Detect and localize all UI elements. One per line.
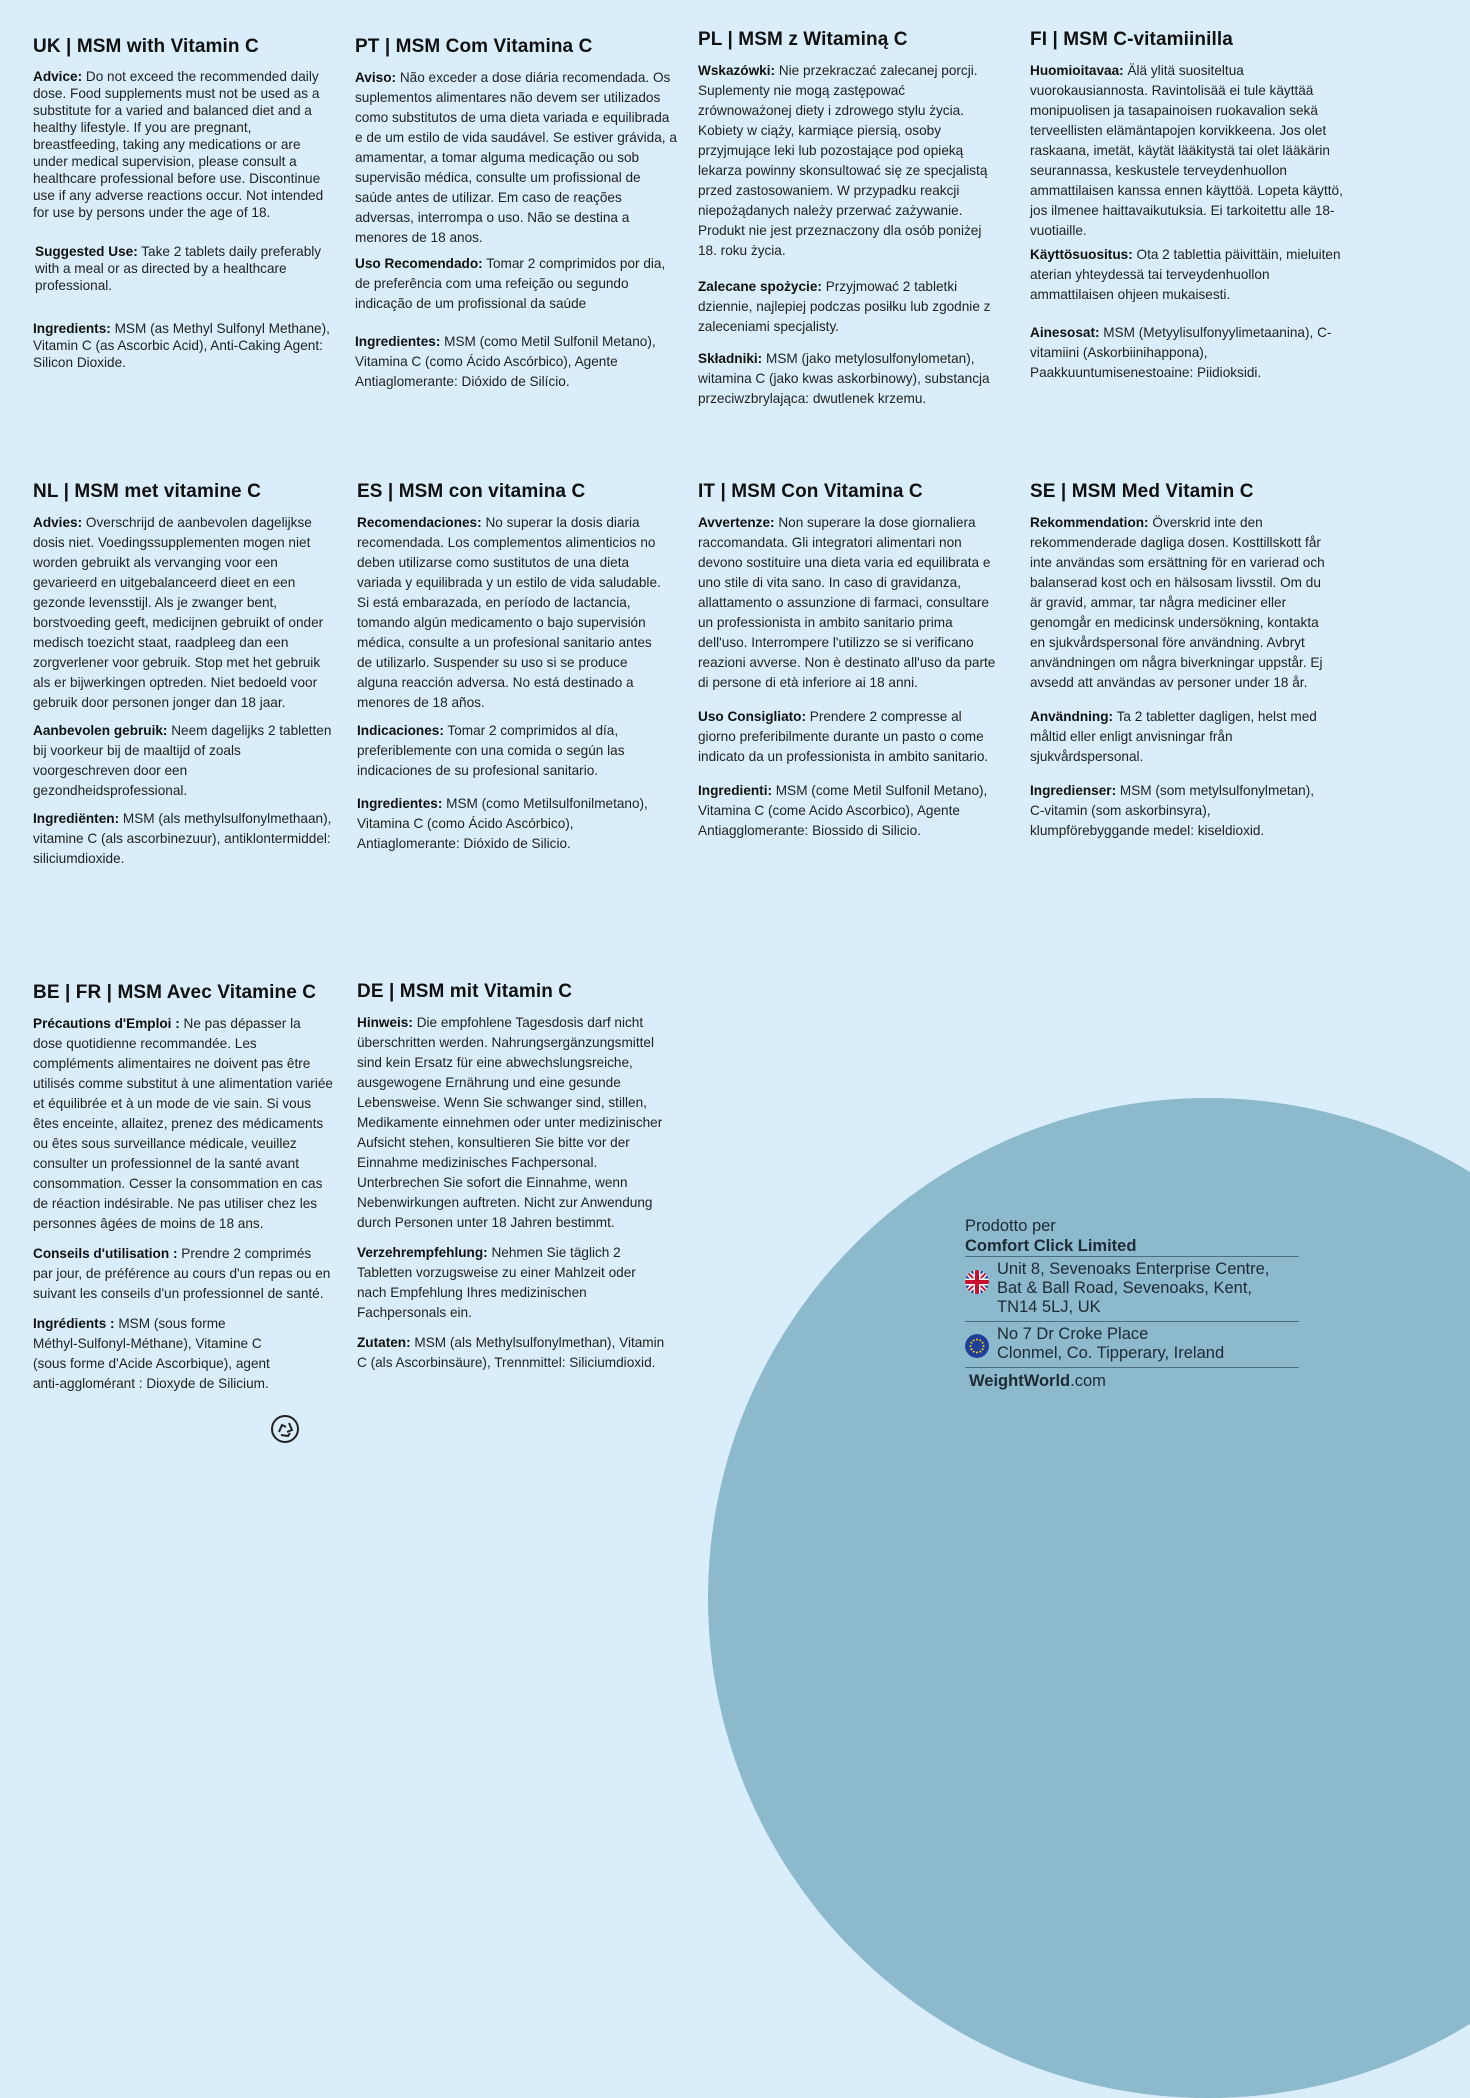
section-pl: [698, 29, 998, 423]
use-paragraph: Användning: Ta 2 tabletter dagligen, helst med måltid eller enligt anvisningar från sjukvårdspersonal.: [1030, 709, 1317, 764]
ingredients-paragraph: Ingrédients : MSM (sous forme Méthyl-Sulfonyl-Méthane), Vitamine C (sous forme d'Acide Ascorbique), agent anti-agglomérant : Dioxyde de Silicium.: [33, 1316, 270, 1391]
advice-paragraph: Advice: Do not exceed the recommended daily dose. Food supplements must not be used as a substitute for a varied and balanced diet and a healthy lifestyle. If you are pregnant, breastfeeding, taking any medications or are under medical supervision, please consult a healthcare professional before use. Discontinue use if any adverse reactions occur. Not intended for use by persons under the age of 18.: [33, 69, 324, 220]
section-fi: [1030, 29, 1355, 397]
uk-address: [965, 1257, 1299, 1321]
ingredients-paragraph: Ingredientes: MSM (como Metilsulfonilmetano), Vitamina C (como Ácido Ascórbico), Antiaglomerante: Dióxido de Silicio.: [357, 796, 648, 851]
use-paragraph: Zalecane spożycie: Przyjmować 2 tabletki dziennie, najlepiej podczas posiłku lub zgodnie z zaleceniami specjalisty.: [698, 279, 991, 334]
use-paragraph: Conseils d'utilisation : Prendre 2 comprimés par jour, de préférence au cours d'un repas ou en suivant les conseils d'un professionnel de santé.: [33, 1246, 331, 1301]
section-title: UK | MSM with Vitamin C: [33, 36, 259, 57]
advice-paragraph: Wskazówki: Nie przekraczać zalecanej porcji. Suplementy nie mogą zastępować zrównoważonej diety i zdrowego stylu życia. Kobiety w ciąży, karmiące piersią, osoby przyjmujące leki lub pozostające pod opieką lekarza powinny skonsultować się ze specjalistą przed zastosowaniem. W przypadku reakcji niepożądanych należy przerwać zażywanie. Produkt nie jest przeznaczony dla osób poniżej 18. roku życia.: [698, 63, 988, 258]
use-paragraph: Verzehrempfehlung: Nehmen Sie täglich 2 Tabletten vorzugsweise zu einer Mahlzeit oder nach Empfehlung Ihres medizinischen Fachpersonals ein.: [357, 1245, 636, 1320]
ingredients-paragraph: Ingredientes: MSM (como Metil Sulfonil Metano), Vitamina C (como Ácido Ascórbico), Agente Antiaglomerante: Dióxido de Silício.: [355, 334, 656, 389]
section-fr: [33, 982, 333, 1408]
manufacturer-info: [965, 1217, 1299, 1391]
section-uk: [33, 36, 338, 385]
use-paragraph: Käyttösuositus: Ota 2 tablettia päivittäin, mieluiten aterian yhteydessä tai terveydenhuollon ammattilaisen ohjeen mukaisesti.: [1030, 247, 1341, 302]
use-paragraph: Indicaciones: Tomar 2 comprimidos al día, preferiblemente con una comida o según las indicaciones de su profesional sanitario.: [357, 723, 625, 778]
website[interactable]: WeightWorld.com: [969, 1372, 1106, 1390]
eu-flag-icon: [965, 1334, 989, 1358]
section-title: PT | MSM Com Vitamina C: [355, 36, 593, 57]
section-title: SE | MSM Med Vitamin C: [1030, 481, 1254, 502]
section-es: [357, 481, 667, 868]
address-line: No 7 Dr Croke Place: [997, 1325, 1149, 1343]
section-title: BE | FR | MSM Avec Vitamine C: [33, 982, 317, 1003]
ingredients-paragraph: Składniki: MSM (jako metylosulfonylometan), witamina C (jako kwas askorbinowy), substancja przeciwzbrylająca: dwutlenek krzemu.: [698, 351, 990, 406]
ingredients-paragraph: Ingredients: MSM (as Methyl Sulfonyl Methane), Vitamin C (as Ascorbic Acid), Anti-Caking Agent: Silicon Dioxide.: [33, 321, 330, 370]
use-paragraph: Uso Consigliato: Prendere 2 compresse al giorno preferibilmente durante un pasto o come indicato da un professionista in ambito sanitario.: [698, 709, 989, 764]
use-paragraph: Suggested Use: Take 2 tablets daily preferably with a meal or as directed by a healthcare professional.: [35, 244, 322, 293]
section-title: ES | MSM con vitamina C: [357, 481, 586, 502]
use-paragraph: Uso Recomendado: Tomar 2 comprimidos por dia, de preferência com uma refeição ou segundo indicação de um profissional da saúde: [355, 256, 666, 311]
section-pt: [355, 36, 680, 406]
advice-paragraph: Aviso: Não exceder a dose diária recomendada. Os suplementos alimentares não devem ser utilizados como substitutos de uma dieta variada e equilibrada e de um estilo de vida saudável. Se estiver grávida, a amamentar, a tomar alguma medicação ou sob supervisão médica, consulte um profissional de saúde antes de utilizar. Em caso de reações adversas, interrompa o uso. Não se destina a menores de 18 anos.: [355, 70, 677, 245]
section-title: NL | MSM met vitamine C: [33, 481, 261, 502]
advice-paragraph: Huomioitavaa: Älä ylitä suositeltua vuorokausiannosta. Ravintolisää ei tule käyttää monipuolisen ja tasapainoisen ruokavalion sekä terveellisten elämäntapojen korvikkeena. Jos olet raskaana, imetät, käytät lääkitystä tai olet lääkärin seurannassa, keskustele terveydenhuollon ammattilaisen kanssa ennen käyttöä. Lopeta käyttö, jos ilmenee haittavaikutuksia. Ei tarkoitettu alle 18-vuotiaille.: [1030, 63, 1343, 238]
recycling-symbol-icon: [270, 1414, 300, 1444]
section-nl: [33, 481, 333, 883]
address-line: Unit 8, Sevenoaks Enterprise Centre,: [997, 1260, 1270, 1278]
advice-paragraph: Rekommendation: Överskrid inte den rekommenderade dagliga dosen. Kosttillskott får inte användas som ersättning för en varierad och balanserad kost och en hälsosam livsstil. Om du är gravid, ammar, tar några mediciner eller genomgår en medicinsk undersökning, kontakta en sjukvårdspersonal före användning. Avbryt användningen om några biverkningar uppstår. Ej avsedd att användas av personer under 18 år.: [1030, 515, 1325, 690]
advice-paragraph: Précautions d'Emploi : Ne pas dépasser la dose quotidienne recommandée. Les compléments alimentaires ne doivent pas être utilisés comme substitut à une alimentation variée et équilibrée et à un mode de vie sain. Si vous êtes enceinte, allaitez, prenez des médicaments ou êtes sous surveillance médicale, veuillez consulter un professionnel de la santé avant consommation. Cesser la consommation en cas de réaction indésirable. Ne pas utiliser chez les personnes âgées de moins de 18 ans.: [33, 1016, 333, 1231]
section-title: DE | MSM mit Vitamin C: [357, 981, 573, 1002]
section-title: IT | MSM Con Vitamina C: [698, 481, 923, 502]
section-title: FI | MSM C-vitamiinilla: [1030, 29, 1233, 50]
section-se: [1030, 481, 1330, 855]
section-title: PL | MSM z Witaminą C: [698, 29, 908, 50]
ireland-address: [965, 1322, 1299, 1367]
ingredients-paragraph: Ainesosat: MSM (Metyylisulfonyylimetaanina), C-vitamiini (Askorbiinihappona), Paakkuuntumisenestoaine: Piidioksidi.: [1030, 325, 1332, 380]
advice-paragraph: Avvertenze: Non superare la dose giornaliera raccomandata. Gli integratori alimentari non devono sostituire una dieta varia ed equilibrata e uno stile di vita sano. In caso di gravidanza, allattamento o assunzione di farmaci, consultare un professionista in ambito sanitario prima dell'uso. Interrompere l'utilizzo se si verificano reazioni avverse. Non è destinato all'uso da parte di persone di età inferiore ai 18 anni.: [698, 515, 996, 690]
ingredients-paragraph: Ingredienser: MSM (som metylsulfonylmetan), C-vitamin (som askorbinsyra), klumpförebyggande medel: kiseldioxid.: [1030, 783, 1315, 838]
ingredients-paragraph: Zutaten: MSM (als Methylsulfonylmethan), Vitamin C (als Ascorbinsäure), Trennmittel: Siliciumdioxid.: [357, 1335, 665, 1370]
advice-paragraph: Advies: Overschrijd de aanbevolen dagelijkse dosis niet. Voedingssupplementen mogen niet worden gebruikt als vervanging voor een gevarieerd en uitgebalanceerd dieet en een gezonde levensstijl. Als je zwanger bent, borstvoeding geeft, medicijnen gebruikt of onder medisch toezicht staat, raadpleeg dan een zorgverlener voor gebruik. Stop met het gebruik als er bijwerkingen optreden. Niet bedoeld voor gebruik door personen jonger dan 18 jaar.: [33, 515, 324, 710]
advice-paragraph: Recomendaciones: No superar la dosis diaria recomendada. Los complementos alimenticios no deben utilizarse como sustitutos de una dieta variada y equilibrada y un estilo de vida saludable. Si está embarazada, en período de lactancia, tomando algún medicamento o bajo supervisión médica, consulte a un profesional sanitario antes de utilizarlo. Suspender su uso si se produce alguna reacción adversa. No está destinado a menores de 18 años.: [357, 515, 661, 710]
section-de: [357, 981, 669, 1387]
uk-flag-icon: [965, 1270, 989, 1294]
section-it: [698, 481, 998, 855]
ingredients-paragraph: Ingrediënten: MSM (als methylsulfonylmethaan), vitamine C (als ascorbinezuur), antiklontermiddel: siliciumdioxide.: [33, 811, 332, 866]
company-name: Comfort Click Limited: [965, 1237, 1137, 1255]
address-line: TN14 5LJ, UK: [997, 1298, 1101, 1316]
use-paragraph: Aanbevolen gebruik: Neem dagelijks 2 tabletten bij voorkeur bij de maaltijd of zoals voorgeschreven door een gezondheidsprofessional.: [33, 723, 332, 798]
address-line: Bat & Ball Road, Sevenoaks, Kent,: [997, 1279, 1252, 1297]
advice-paragraph: Hinweis: Die empfohlene Tagesdosis darf nicht überschritten werden. Nahrungsergänzungsmittel sind kein Ersatz für eine abwechslungsreiche, ausgewogene Ernährung und eine gesunde Lebensweise. Wenn Sie schwanger sind, stillen, Medikamente einnehmen oder unter medizinischer Aufsicht stehen, konsultieren Sie bitte vor der Einnahme medizinisches Fachpersonal. Unterbrechen Sie sofort die Einnahme, wenn Nebenwirkungen auftreten. Nicht zur Anwendung durch Personen unter 18 Jahren bestimmt.: [357, 1015, 663, 1230]
address-line: Clonmel, Co. Tipperary, Ireland: [997, 1344, 1225, 1362]
divider: [965, 1367, 1299, 1368]
made-for-label: Prodotto per: [965, 1217, 1056, 1235]
ingredients-paragraph: Ingredienti: MSM (come Metil Sulfonil Metano), Vitamina C (come Acido Ascorbico), Agente Antiagglomerante: Biossido di Silicio.: [698, 783, 988, 838]
